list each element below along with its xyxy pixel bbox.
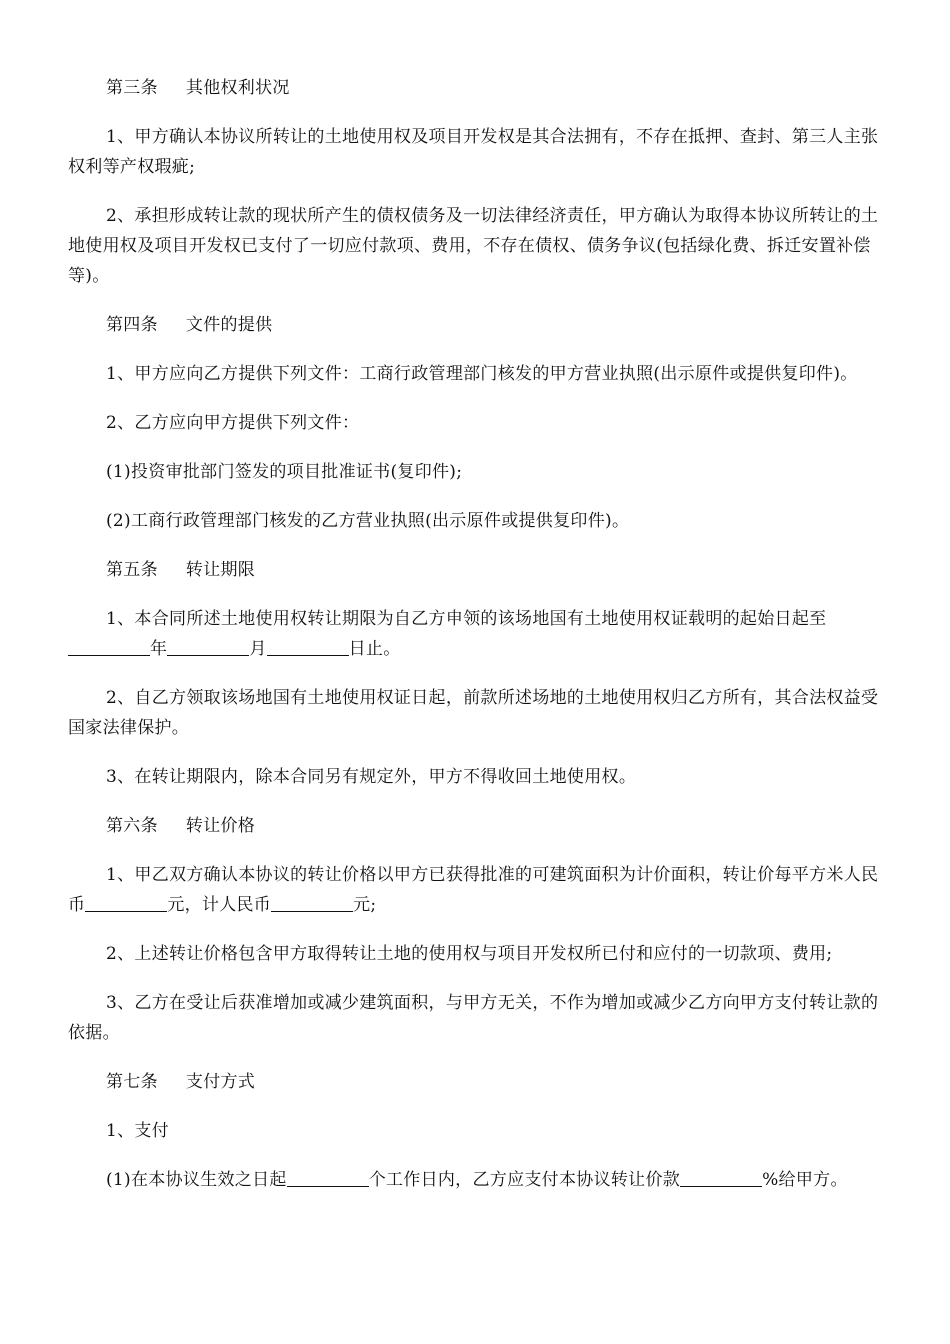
blank-percent — [680, 1166, 762, 1187]
article-number: 第六条 — [106, 816, 158, 836]
blank-working-days — [287, 1166, 369, 1187]
paragraph: (2)工商行政管理部门核发的乙方营业执照(出示原件或提供复印件)。 — [106, 511, 630, 531]
paragraph: 1、甲方确认本协议所转让的土地使用权及项目开发权是其合法拥有，不存在抵押、查封、第三人主张权利等产权瑕疵; — [68, 127, 879, 177]
article-title: 文件的提供 — [185, 315, 273, 335]
paragraph: 1、支付 — [106, 1121, 170, 1141]
article-number: 第七条 — [106, 1072, 158, 1092]
article-title: 支付方式 — [185, 1072, 256, 1092]
section-heading-article-6 — [68, 811, 884, 841]
paragraph-term-dates: 1、本合同所述土地使用权转让期限为自乙方申领的该场地国有土地使用权证载明的起始日起至年 月 日止。 — [68, 604, 884, 664]
blank-month — [167, 635, 249, 656]
section-heading-article-5 — [68, 555, 884, 585]
section-heading-article-7 — [68, 1067, 884, 1097]
paragraph: 2、自乙方领取该场地国有土地使用权证日起，前款所述场地的土地使用权归乙方所有，其合法权益受国家法律保护。 — [68, 688, 879, 738]
blank-unit-price — [85, 891, 167, 912]
article-title: 转让期限 — [185, 560, 256, 580]
article-number: 第四条 — [106, 315, 158, 335]
paragraph: (1)投资审批部门签发的项目批准证书(复印件); — [106, 462, 463, 482]
paragraph: 3、在转让期限内，除本合同另有规定外，甲方不得收回土地使用权。 — [106, 767, 637, 787]
blank-day — [267, 635, 349, 656]
article-number: 第三条 — [106, 78, 158, 98]
section-heading-article-4 — [68, 310, 884, 340]
paragraph-payment: (1)在本协议生效之日起 个工作日内，乙方应支付本协议转让价款 %给甲方。 — [68, 1165, 884, 1195]
section-heading-article-3 — [68, 73, 884, 103]
paragraph: 2、承担形成转让款的现状所产生的债权债务及一切法律经济责任，甲方确认为取得本协议所转让的土地使用权及项目开发权已支付了一切应付款项、费用，不存在债权、债务争议(包括绿化费、拆迁安置补偿等)。 — [68, 206, 879, 286]
article-title: 其他权利状况 — [185, 78, 290, 98]
paragraph-price: 1、甲乙双方确认本协议的转让价格以甲方已获得批准的可建筑面积为计价面积，转让价每平方米人民币 元，计人民币 元; — [68, 865, 879, 915]
article-title: 转让价格 — [185, 816, 256, 836]
article-number: 第五条 — [106, 560, 158, 580]
document-body — [68, 73, 884, 1195]
paragraph: 3、乙方在受让后获准增加或减少建筑面积，与甲方无关，不作为增加或减少乙方向甲方支付转让款的依据。 — [68, 993, 879, 1043]
paragraph: 2、上述转让价格包含甲方取得转让土地的使用权与项目开发权所已付和应付的一切款项、费用; — [106, 944, 833, 964]
paragraph: 2、乙方应向甲方提供下列文件： — [106, 413, 360, 433]
paragraph: 1、甲方应向乙方提供下列文件：工商行政管理部门核发的甲方营业执照(出示原件或提供复印件)。 — [106, 364, 858, 384]
blank-total-price — [271, 891, 353, 912]
blank-year — [68, 635, 150, 656]
